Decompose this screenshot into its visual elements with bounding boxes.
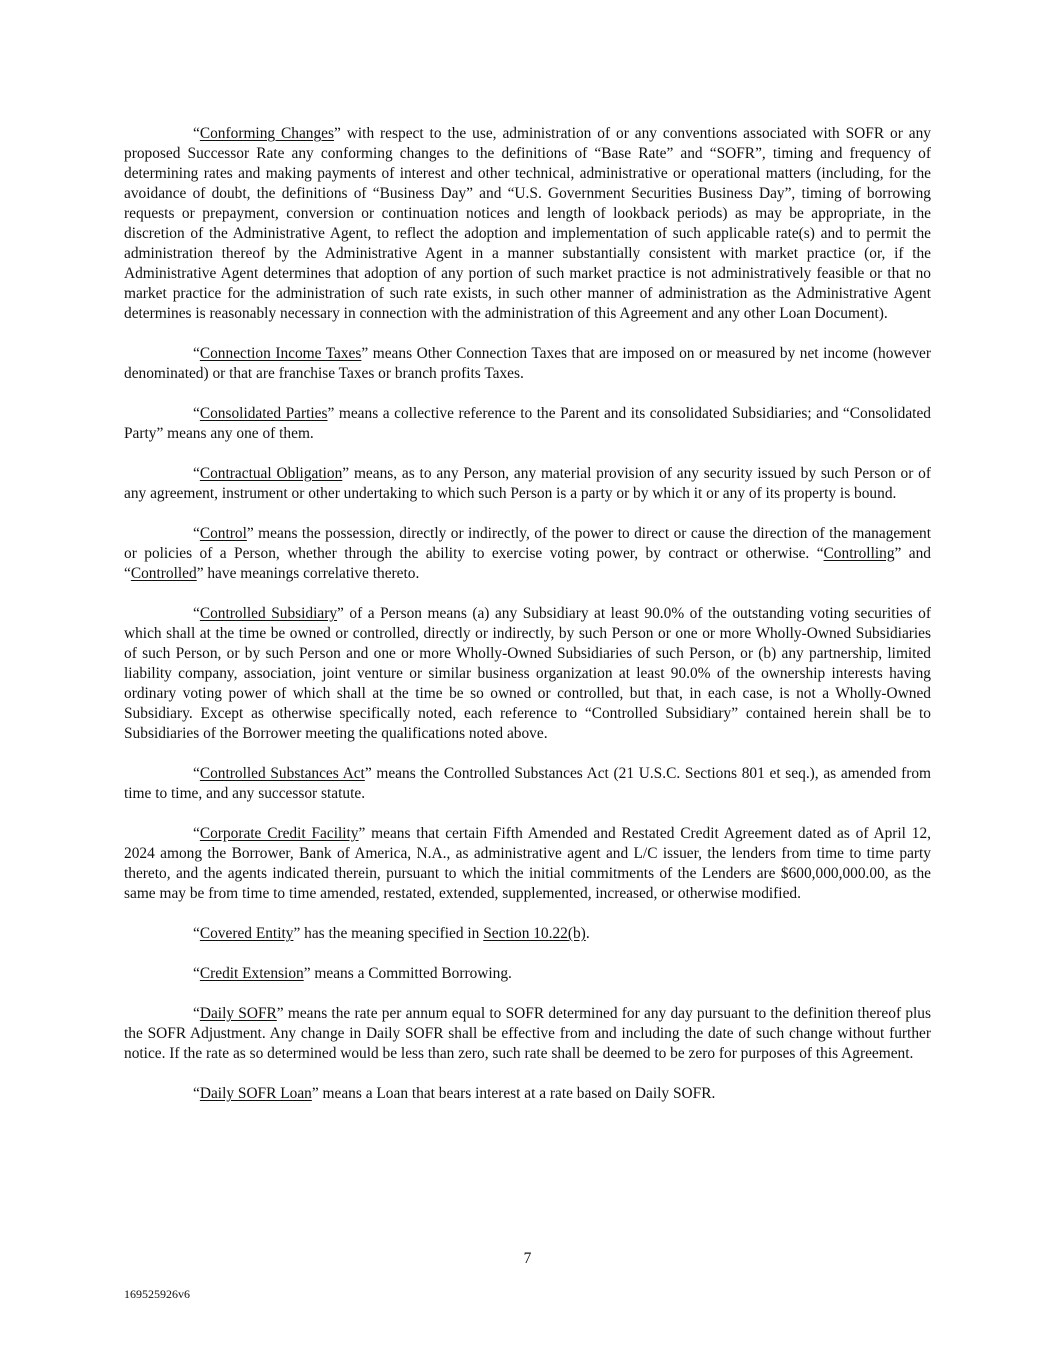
close-quote: ”: [311, 1085, 319, 1102]
definition-text: means a Committed Borrowing.: [310, 965, 512, 982]
definition-credit-extension: [124, 964, 931, 984]
definition-text: means, as to any Person, any material provision of any security issued by such Person or of any agreement, instrument or other undertaking to which such Person is a party or by which it or any of its property is bound.: [124, 465, 931, 502]
definition-text-tail: .: [585, 925, 590, 942]
close-quote: ”: [293, 925, 301, 942]
open-quote: “: [193, 1085, 200, 1102]
defined-term-controlling: Controlling: [823, 545, 895, 562]
definition-text: means the possession, directly or indirectly, of the power to direct or cause the direction of the management or policies of a Person, whether through the ability to exercise voting power, by contract or otherwise. “: [124, 525, 931, 562]
definition-covered-entity: [124, 924, 931, 944]
definition-text: means the Controlled Substances Act (21 U.S.C. Sections 801 et seq.), as amended from time to time, and any successor statute.: [124, 765, 931, 802]
defined-term: Credit Extension: [199, 965, 304, 982]
page-number: 7: [523, 1250, 532, 1267]
close-quote: ”: [342, 465, 350, 482]
definition-text-tail: ” have meanings correlative thereto.: [196, 565, 420, 582]
definition-text: with respect to the use, administration of or any conventions associated with SOFR or any proposed Successor Rate any conforming changes to the definitions of “Base Rate” and “SOFR”, timing and frequency of determining rates and making payments of interest and other technical, administrative or operational matters (including, for the avoidance of doubt, the definitions of “Business Day” and “U.S. Government Securities Business Day”, timing of borrowing requests or prepayment, conversion or continuation notices and length of lookback periods) as may be appropriate, in the discretion of the Administrative Agent, to reflect the adoption and implementation of such applicable rate(s) and to permit the administration thereof by the Administrative Agent in a manner substantially consistent with market practice (or, if the Administrative Agent determines that adoption of any portion of such market practice is not administratively feasible or that no market practice for the administration of such rate exists, in such other manner of administration as the Administrative Agent determines is reasonably necessary in connection with the administration of this Agreement and any other Loan Document).: [124, 125, 932, 322]
open-quote: “: [193, 405, 200, 422]
definition-consolidated-parties: [124, 404, 931, 444]
defined-term: Consolidated Parties: [199, 405, 328, 422]
definition-text: means a Loan that bears interest at a rate based on Daily SOFR.: [318, 1085, 716, 1102]
defined-term: Connection Income Taxes: [199, 345, 362, 362]
definition-conforming-changes: [124, 124, 931, 324]
close-quote: ”: [364, 765, 372, 782]
close-quote: ”: [358, 825, 366, 842]
open-quote: “: [193, 765, 200, 782]
defined-term: Controlled Substances Act: [199, 765, 365, 782]
defined-term: Daily SOFR Loan: [199, 1085, 312, 1102]
open-quote: “: [193, 925, 200, 942]
defined-term: Corporate Credit Facility: [199, 825, 359, 842]
definition-text: means Other Connection Taxes that are imposed on or measured by net income (however denominated) or that are franchise Taxes or branch profits Taxes.: [124, 345, 931, 382]
open-quote: “: [193, 605, 200, 622]
open-quote: “: [193, 525, 200, 542]
definition-daily-sofr: [124, 1004, 931, 1064]
defined-term-controlled: Controlled: [130, 565, 197, 582]
close-quote: ”: [327, 405, 335, 422]
definition-corporate-credit-facility: [124, 824, 931, 904]
definition-connection-income-taxes: [124, 344, 931, 384]
open-quote: “: [193, 345, 200, 362]
definition-text: means a collective reference to the Parent and its consolidated Subsidiaries; and “Consolidated Party” means any one of them.: [124, 405, 931, 442]
open-quote: “: [193, 1005, 200, 1022]
definition-text: means the rate per annum equal to SOFR determined for any day pursuant to the definition thereof plus the SOFR Adjustment. Any change in Daily SOFR shall be effective from and including the date of such change without further notice. If the rate as so determined would be less than zero, such rate shall be deemed to be zero for purposes of this Agreement.: [124, 1005, 931, 1062]
defined-term: Daily SOFR: [199, 1005, 277, 1022]
defined-term: Contractual Obligation: [199, 465, 343, 482]
defined-term: Conforming Changes: [199, 125, 335, 142]
document-id: 169525926v6: [124, 1287, 190, 1301]
open-quote: “: [193, 965, 200, 982]
definition-text-mid: ” and “: [124, 545, 932, 582]
definition-daily-sofr-loan: [124, 1084, 931, 1104]
section-reference-link[interactable]: Section 10.22(b): [483, 925, 586, 942]
open-quote: “: [193, 465, 200, 482]
defined-term: Control: [199, 525, 247, 542]
close-quote: ”: [303, 965, 311, 982]
definition-text: has the meaning specified in: [300, 925, 484, 942]
defined-term: Controlled Subsidiary: [199, 605, 338, 622]
definition-text: means that certain Fifth Amended and Restated Credit Agreement dated as of April 12, 2024 among the Borrower, Bank of America, N.A., as administrative agent and L/C issuer, the lenders from time to time party thereto, and the agents indicated therein, pursuant to which the initial commitments of the Lenders are $600,000,000.00, as the same may be from time to time amended, restated, extended, supplemented, increased, or otherwise modified.: [124, 825, 931, 902]
definition-controlled-subsidiary: [124, 604, 931, 744]
definition-contractual-obligation: [124, 464, 931, 504]
close-quote: ”: [276, 1005, 284, 1022]
document-body: [124, 124, 931, 1124]
close-quote: ”: [334, 125, 341, 142]
close-quote: ”: [246, 525, 254, 542]
definition-text: of a Person means (a) any Subsidiary at least 90.0% of the outstanding voting securities of which shall at the time be owned or controlled, directly or indirectly, by such Person or one or more Wholly-Owned Subsidiaries of such Person, or by such Person and one or more Wholly-Owned Subsidiaries of such Person, or (b) any partnership, limited liability company, association, joint venture or similar business organization at least 90.0% of the ownership interests having ordinary voting power of which shall at the time be so owned or controlled, but that, in each case, is not a Wholly-Owned Subsidiary. Except as otherwise specifically noted, each reference to “Controlled Subsidiary” contained herein shall be to Subsidiaries of the Borrower meeting the qualifications noted above.: [124, 605, 931, 742]
close-quote: ”: [337, 605, 344, 622]
definition-control: [124, 524, 931, 584]
open-quote: “: [193, 125, 200, 142]
close-quote: ”: [361, 345, 369, 362]
open-quote: “: [193, 825, 200, 842]
defined-term: Covered Entity: [199, 925, 294, 942]
definition-controlled-substances-act: [124, 764, 931, 804]
